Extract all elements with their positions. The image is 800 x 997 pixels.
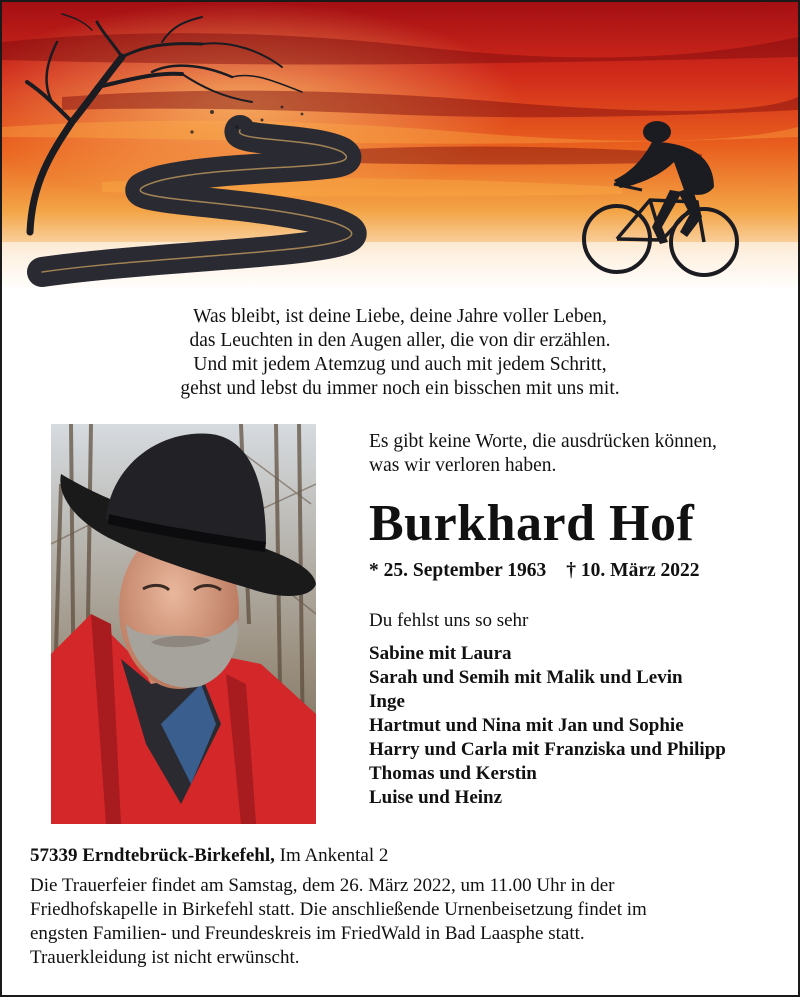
intro-text <box>369 430 717 478</box>
mourner-entry: Sarah und Semih mit Malik und Levin <box>369 667 683 688</box>
mourner-entry: Sabine mit Laura <box>369 643 512 664</box>
mourner-entry: Hartmut und Nina mit Jan und Sophie <box>369 715 684 736</box>
poem-line: gehst und lebst du immer noch ein bisschen mit uns mit. <box>180 378 620 399</box>
poem-line: Was bleibt, ist deine Liebe, deine Jahre voller Leben, <box>193 306 607 327</box>
service-line: engsten Familien- und Freundeskreis im FriedWald in Bad Laasphe statt. <box>30 923 585 944</box>
address-town: 57339 Erndtebrück-Birkefehl, <box>30 845 275 866</box>
birth-date: * 25. September 1963 <box>369 560 547 581</box>
poem <box>0 305 800 401</box>
address <box>30 845 388 867</box>
mourner-entry: Harry und Carla mit Franziska und Philipp <box>369 739 726 760</box>
service-line: Die Trauerfeier findet am Samstag, dem 26. März 2022, um 11.00 Uhr in der <box>30 875 615 896</box>
mourner-entry: Inge <box>369 691 405 712</box>
poem-line: das Leuchten in den Augen aller, die von dir erzählen. <box>189 330 611 351</box>
mourner-entry: Thomas und Kerstin <box>369 763 537 784</box>
intro-line: Es gibt keine Worte, die ausdrücken können, <box>369 431 717 452</box>
service-info <box>30 874 730 970</box>
deceased-name: Burkhard Hof <box>369 495 695 552</box>
missed-text: Du fehlst uns so sehr <box>369 610 529 631</box>
portrait-photo <box>51 424 316 824</box>
death-date: † 10. März 2022 <box>566 560 700 581</box>
mourners-list <box>369 642 726 810</box>
sunset-cyclist-illustration <box>2 2 798 292</box>
mourner-entry: Luise und Heinz <box>369 787 503 808</box>
intro-line: was wir verloren haben. <box>369 455 557 476</box>
address-street: Im Ankental 2 <box>279 845 389 866</box>
service-line: Trauerkleidung ist nicht erwünscht. <box>30 947 300 968</box>
service-line: Friedhofskapelle in Birkefehl statt. Die anschließende Urnenbeisetzung findet im <box>30 899 647 920</box>
poem-line: Und mit jedem Atemzug und auch mit jedem Schritt, <box>193 354 607 375</box>
life-dates <box>369 560 700 582</box>
